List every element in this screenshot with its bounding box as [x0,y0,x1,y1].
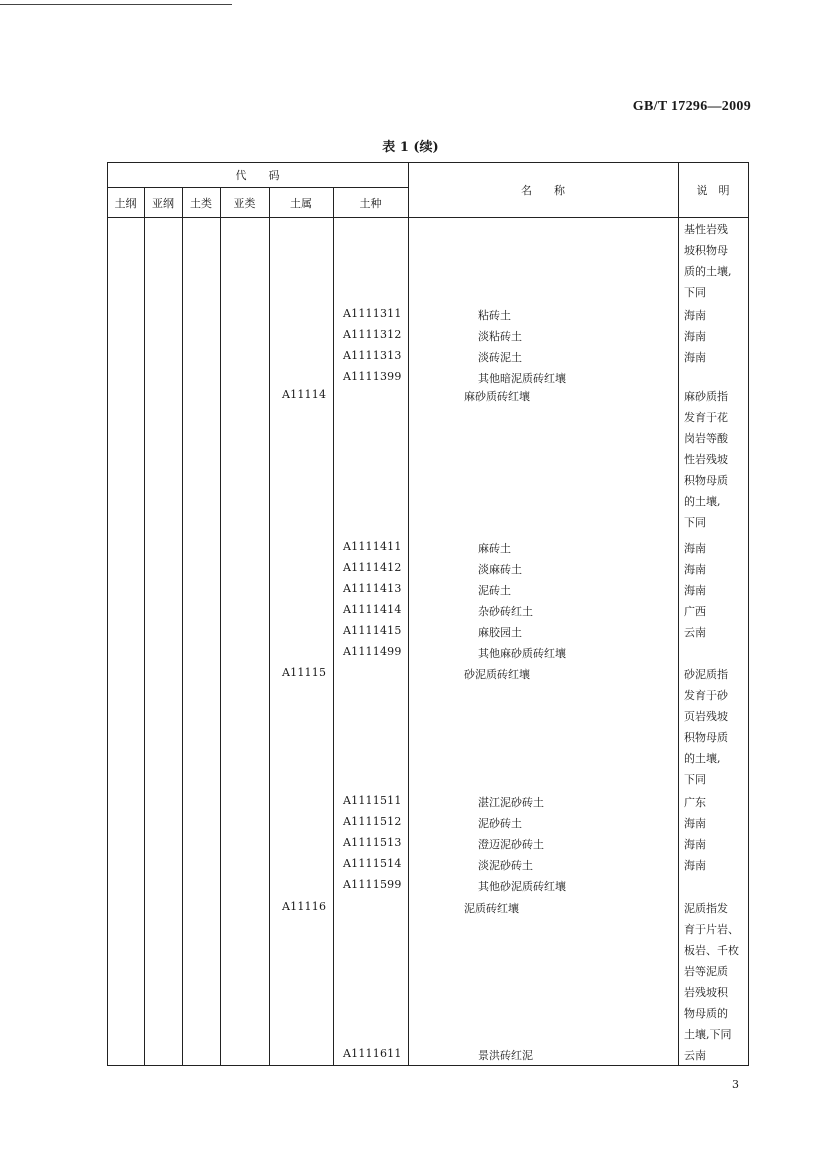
table-bottom-border [107,1065,749,1066]
region-note: 海南 [684,309,706,322]
region-note: 云南 [684,626,706,639]
species-code: A1111411 [343,540,402,553]
note-line: 麻砂质指 [684,390,728,403]
note-line: 性岩残坡 [684,453,728,466]
note-line: 泥质指发 [684,902,728,915]
note-line: 砂泥质指 [684,668,728,681]
page-number: 3 [732,1078,739,1091]
soil-classification-table [107,162,749,1066]
soil-name: 杂砂砖红土 [478,605,533,618]
note-line: 积物母质 [684,474,728,487]
note-line: 积物母质 [684,731,728,744]
region-note: 海南 [684,584,706,597]
region-note: 广西 [684,605,706,618]
note-line: 下同 [684,773,706,786]
species-code: A1111611 [343,1047,402,1060]
standard-code: GB/T 17296—2009 [632,99,751,114]
region-note: 海南 [684,542,706,555]
region-note: 海南 [684,859,706,872]
region-note: 云南 [684,1049,706,1062]
soil-name: 泥质砖红壤 [464,902,519,915]
species-code: A1111312 [343,328,402,341]
top-rule [0,4,232,5]
family-code: A11114 [282,388,327,401]
soil-name: 其他暗泥质砖红壤 [478,372,566,385]
col-border-6 [408,162,409,1066]
region-note: 海南 [684,330,706,343]
col-border-5 [333,187,334,1066]
code-group-divider [107,187,408,188]
note-line: 下同 [684,516,706,529]
region-note: 海南 [684,817,706,830]
soil-name: 砂泥质砖红壤 [464,668,530,681]
col-border-1 [144,187,145,1066]
note-line: 土壤,下同 [684,1028,732,1041]
note-line: 岩残坡积 [684,986,728,999]
region-note: 海南 [684,351,706,364]
species-code: A1111415 [343,624,402,637]
soil-name: 淡粘砖土 [478,330,522,343]
note-line: 岩等泥质 [684,965,728,978]
col-border-left [107,162,108,1066]
header-note: 说 明 [696,184,730,197]
note-line: 下同 [684,286,706,299]
note-line: 物母质的 [684,1007,728,1020]
note-line: 页岩残坡 [684,710,728,723]
col-border-right [748,162,749,1066]
soil-name: 其他麻砂质砖红壤 [478,647,566,660]
species-code: A1111313 [343,349,402,362]
family-code: A11116 [282,900,327,913]
region-note: 广东 [684,796,706,809]
soil-name: 其他砂泥质砖红壤 [478,880,566,893]
header-subgroup: 亚类 [233,197,256,210]
code-group-header: 代 码 [235,169,280,182]
species-code: A1111412 [343,561,402,574]
species-code: A1111513 [343,836,402,849]
header-suborder: 亚纲 [152,197,174,210]
soil-name: 澄迈泥砂砖土 [478,838,544,851]
species-code: A1111499 [343,645,402,658]
species-code: A1111512 [343,815,402,828]
species-code: A1111414 [343,603,402,616]
header-name: 名 称 [521,184,565,197]
note-line: 坡积物母 [684,244,728,257]
soil-name: 泥砂砖土 [478,817,522,830]
species-code: A1111599 [343,878,402,891]
soil-name: 麻砖土 [478,542,511,555]
header-bottom-border [107,217,749,218]
note-line: 发育于花 [684,411,728,424]
header-species: 土种 [359,197,382,210]
species-code: A1111413 [343,582,402,595]
soil-name: 粘砖土 [478,309,511,322]
col-border-3 [220,187,221,1066]
note-line: 岗岩等酸 [684,432,728,445]
soil-name: 泥砖土 [478,584,511,597]
header-group: 土类 [190,197,212,210]
table-title: 表 1 (续) [382,140,439,155]
species-code: A1111514 [343,857,402,870]
soil-name: 淡砖泥土 [478,351,522,364]
soil-name: 麻胶园土 [478,626,522,639]
species-code: A1111511 [343,794,402,807]
header-order: 土纲 [114,197,137,210]
note-line: 育于片岩、 [684,923,739,936]
header-family: 土属 [290,197,312,210]
note-line: 发育于砂 [684,689,728,702]
soil-name: 景洪砖红泥 [478,1049,533,1062]
col-border-2 [182,187,183,1066]
note-line: 质的土壤, [684,265,732,278]
region-note: 海南 [684,838,706,851]
col-border-4 [269,187,270,1066]
table-top-border [107,162,749,163]
region-note: 海南 [684,563,706,576]
soil-name: 麻砂质砖红壤 [464,390,530,403]
note-line: 基性岩残 [684,223,728,236]
soil-name: 淡麻砖土 [478,563,522,576]
species-code: A1111399 [343,370,402,383]
family-code: A11115 [282,666,327,679]
note-line: 板岩、千枚 [684,944,739,957]
col-border-7 [678,162,679,1066]
soil-name: 淡泥砂砖土 [478,859,533,872]
note-line: 的土壤, [684,495,721,508]
note-line: 的土壤, [684,752,721,765]
species-code: A1111311 [343,307,402,320]
soil-name: 湛江泥砂砖土 [478,796,544,809]
